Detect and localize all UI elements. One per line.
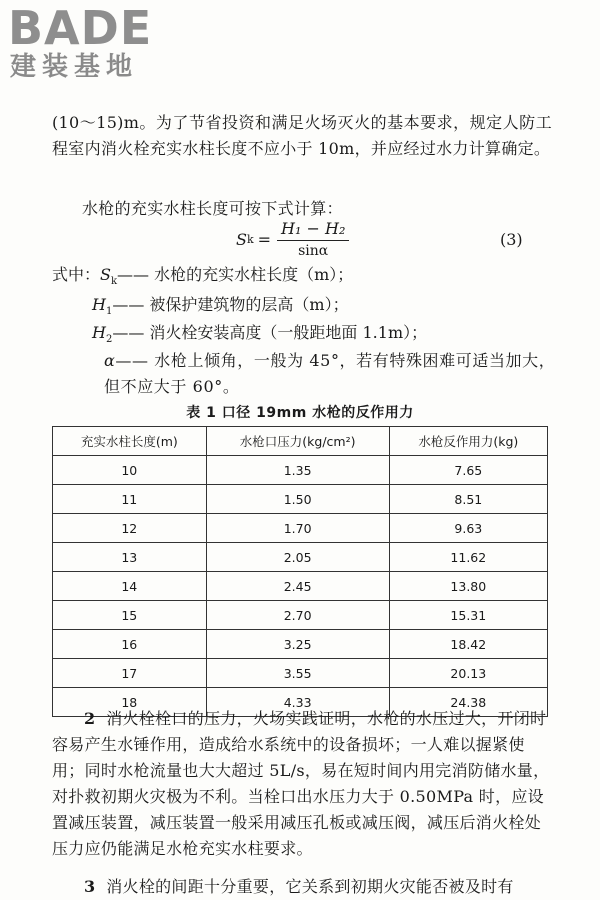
where-symbol: H [92, 295, 106, 314]
table-row [53, 630, 548, 659]
table-cell: 3.55 [206, 659, 389, 688]
formula [236, 218, 349, 261]
where-text: —— 被保护建筑物的层高（m）； [112, 295, 349, 314]
formula-eq: = [257, 230, 272, 249]
table-cell: 18.42 [389, 630, 547, 659]
where-symbol: H [92, 323, 106, 342]
formula-fraction [277, 218, 349, 261]
column-header: 充实水柱长度(m) [53, 427, 207, 456]
table-row [53, 485, 548, 514]
table-caption: 表 1 口径 19mm 水枪的反作用力 [186, 405, 414, 421]
formula-numerator: H₁ − H₂ [277, 218, 349, 241]
table-cell: 1.70 [206, 514, 389, 543]
paragraph-text: 消火栓栓口的压力，火场实践证明，水枪的水压过大，开闭时容易产生水锤作用，造成给水系统中的设备损坏；一人难以握紧使用；同时水枪流量也大大超过 5L/s，易在短时间内用完消防储水量，对扑救初期火灾极为不利。当栓口出水压力大于 0.50MPa 时，应设置减压装置，减压装置一般采用减压孔板或减压阀，减压后消火栓处压力应仍能满足水枪充实水柱要求。 [52, 709, 550, 858]
table-cell: 13.80 [389, 572, 547, 601]
table-cell: 2.45 [206, 572, 389, 601]
where-item-sk [52, 262, 353, 295]
table-cell: 7.65 [389, 456, 547, 485]
table-cell: 11 [53, 485, 207, 514]
table-cell: 1.50 [206, 485, 389, 514]
equation-number: (3) [500, 230, 523, 249]
logo-subtitle: 建装基地 [10, 52, 139, 82]
formula-intro: 水枪的充实水柱长度可按下式计算： [82, 199, 343, 218]
formula-denominator: sinα [298, 243, 329, 259]
formula-lhs-sub: k [246, 233, 254, 246]
table-row [53, 659, 548, 688]
table-row [53, 572, 548, 601]
table-row [53, 601, 548, 630]
paragraph-3 [52, 874, 552, 900]
where-symbol: α [104, 351, 116, 370]
table-cell: 14 [53, 572, 207, 601]
where-symbol: S [100, 265, 111, 284]
logo [8, 1, 153, 82]
table-row [53, 514, 548, 543]
table-cell: 4.33 [206, 688, 389, 717]
table-row [53, 543, 548, 572]
where-subscript: k [110, 276, 118, 288]
column-header: 水枪口压力(kg/cm²) [206, 427, 389, 456]
where-subscript: 1 [105, 306, 113, 318]
table-cell: 13 [53, 543, 207, 572]
where-text: —— 水枪上倾角，一般为 45°，若有特殊困难可适当加大，但不应大于 60°。 [104, 351, 556, 396]
paragraph-1: (10～15)m。为了节省投资和满足火场灭火的基本要求，规定人防工程室内消火栓充实水柱长度不应小于 10m，并应经过水力计算确定。 [52, 113, 552, 158]
table-cell: 1.35 [206, 456, 389, 485]
item-number: 2 [84, 709, 96, 728]
table-cell: 10 [53, 456, 207, 485]
table-row [53, 456, 548, 485]
where-text: —— 消火栓安装高度（一般距地面 1.1m）； [112, 323, 428, 342]
formula-lhs: S [236, 230, 247, 249]
item-number: 3 [84, 877, 96, 896]
paragraph-2 [52, 706, 552, 862]
table-header-row [53, 427, 548, 456]
table-cell: 18 [53, 688, 207, 717]
where-text: —— 水枪的充实水柱长度（m）； [117, 265, 354, 284]
table-cell: 8.51 [389, 485, 547, 514]
table-cell: 11.62 [389, 543, 547, 572]
where-prefix: 式中： [52, 265, 101, 284]
table-cell: 16 [53, 630, 207, 659]
table-cell: 24.38 [389, 688, 547, 717]
table-cell: 2.70 [206, 601, 389, 630]
table-cell: 20.13 [389, 659, 547, 688]
logo-wordmark: BADE [8, 1, 153, 55]
table-cell: 9.63 [389, 514, 547, 543]
where-item-alpha [104, 348, 556, 400]
column-header: 水枪反作用力(kg) [389, 427, 547, 456]
table-cell: 3.25 [206, 630, 389, 659]
paragraph-text: 消火栓的间距十分重要，它关系到初期火灾能否被及时有 [106, 877, 514, 896]
table-cell: 2.05 [206, 543, 389, 572]
table-cell: 15.31 [389, 601, 547, 630]
reaction-force-table [52, 426, 548, 717]
table-cell: 15 [53, 601, 207, 630]
table-cell: 12 [53, 514, 207, 543]
table-cell: 17 [53, 659, 207, 688]
where-subscript: 2 [105, 334, 113, 346]
